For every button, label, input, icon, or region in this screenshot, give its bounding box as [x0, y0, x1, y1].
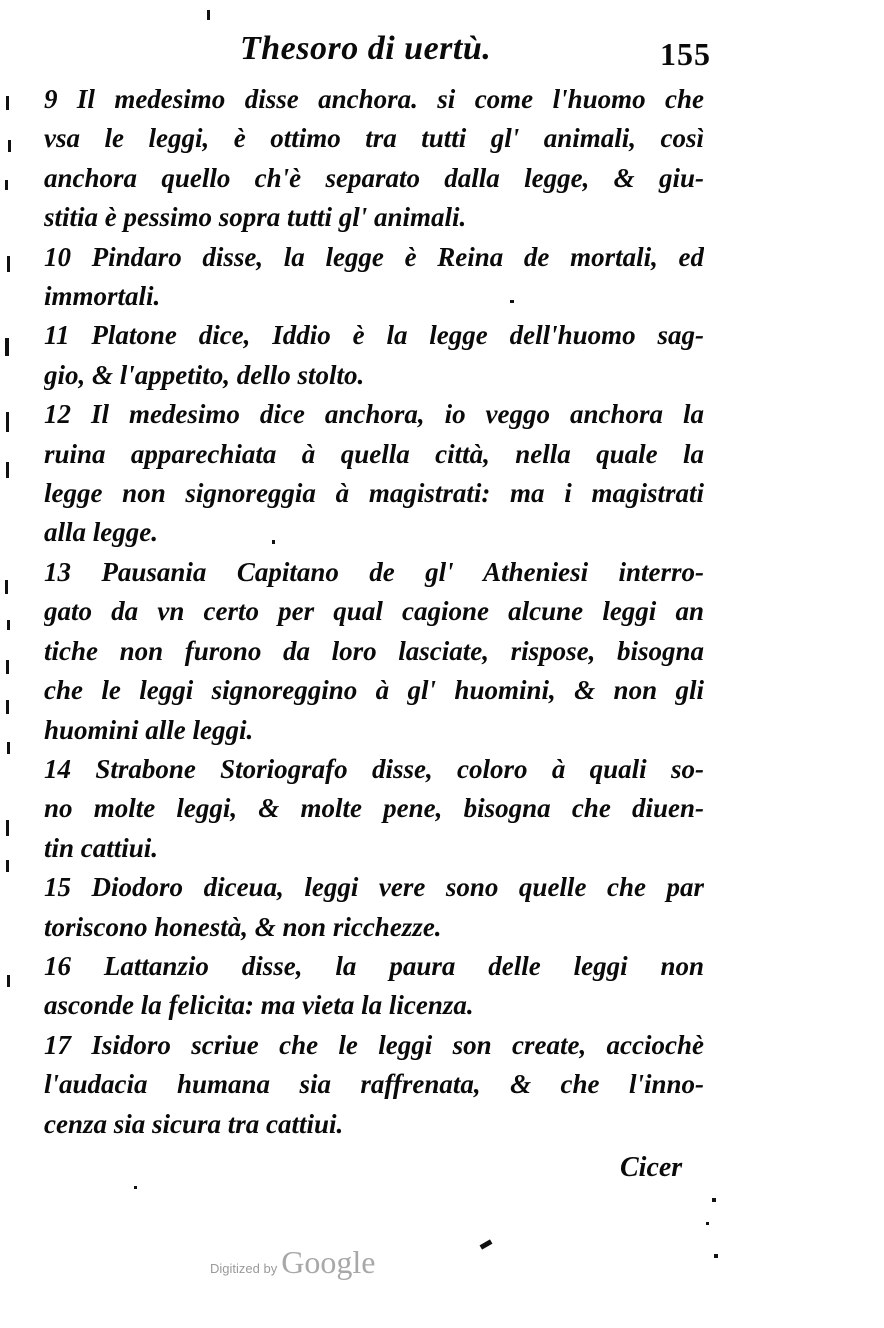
text-line: tin cattiui. [44, 832, 159, 863]
text-line: gato da vn certo per qual cagione alcune leggi an [44, 596, 704, 627]
text-line: immortali. [44, 281, 161, 312]
gutter-speck [6, 700, 9, 714]
text-line: alla legge. [44, 517, 158, 548]
ink-speck [712, 1198, 716, 1202]
text-line: gio, & l'appetito, dello stolto. [44, 359, 365, 390]
gutter-speck [6, 412, 9, 432]
gutter-speck [7, 975, 10, 987]
text-line: huomini alle leggi. [44, 714, 254, 745]
gutter-speck [6, 462, 9, 478]
text-line: 12 Il medesimo dice anchora, io veggo anchora la [44, 399, 704, 430]
gutter-speck [6, 660, 9, 674]
page-number: 155 [660, 36, 711, 72]
running-head-title: Thesoro di uertù. [240, 30, 492, 67]
text-line: tiche non furono da loro lasciate, rispose, bisogna [44, 635, 704, 666]
ink-speck [207, 10, 210, 20]
text-line: 14 Strabone Storiografo disse, coloro à quali so- [44, 753, 704, 784]
ink-speck [480, 1239, 493, 1249]
gutter-speck [5, 580, 8, 594]
text-line: asconde la felicita: ma vieta la licenza. [44, 990, 474, 1021]
text-line: 16 Lattanzio disse, la paura delle leggi non [44, 950, 704, 981]
text-line: toriscono honestà, & non ricchezze. [44, 911, 442, 942]
text-line: 10 Pindaro disse, la legge è Reina de mortali, ed [44, 241, 704, 272]
text-line: 13 Pausania Capitano de gl' Atheniesi interro- [44, 556, 704, 587]
text-line: legge non signoreggia à magistrati: ma i magistrati [44, 478, 704, 509]
text-line: l'audacia humana sia raffrenata, & che l'inno- [44, 1069, 704, 1100]
gutter-speck [5, 180, 8, 190]
text-line: no molte leggi, & molte pene, bisogna che diuen- [44, 793, 704, 824]
text-line: 17 Isidoro scriue che le leggi son create, acciochè [44, 1029, 704, 1060]
gutter-marks [0, 0, 20, 1328]
gutter-speck [6, 96, 9, 110]
text-line: ruina apparechiata à quella città, nella quale la [44, 438, 704, 469]
google-logo: Google [281, 1244, 376, 1280]
text-line: 11 Platone dice, Iddio è la legge dell'huomo sag- [44, 320, 704, 351]
gutter-speck [7, 742, 10, 754]
ink-speck [706, 1222, 709, 1225]
ink-speck [714, 1254, 718, 1258]
text-line: cenza sia sicura tra cattiui. [44, 1108, 344, 1139]
ink-speck [134, 1186, 137, 1189]
gutter-speck [8, 140, 11, 152]
text-line: stitia è pessimo sopra tutti gl' animali. [44, 202, 467, 233]
text-line: 9 Il medesimo disse anchora. si come l'huomo che [44, 84, 704, 114]
gutter-speck [5, 338, 9, 356]
text-line: anchora quello ch'è separato dalla legge, & giu- [44, 162, 704, 193]
text-line: 15 Diodoro diceua, leggi vere sono quelle che par [44, 872, 704, 903]
text-line: che le leggi signoreggino à gl' huomini, & non gli [44, 675, 704, 706]
digitized-watermark [210, 1244, 375, 1281]
gutter-speck [6, 820, 9, 836]
watermark-prefix: Digitized by [210, 1261, 278, 1276]
catchword: Cicer [620, 1152, 683, 1183]
gutter-speck [7, 620, 10, 630]
gutter-speck [7, 256, 10, 272]
gutter-speck [6, 860, 9, 872]
text-line: vsa le leggi, è ottimo tra tutti gl' animali, così [44, 123, 704, 154]
body-text [44, 80, 704, 1144]
